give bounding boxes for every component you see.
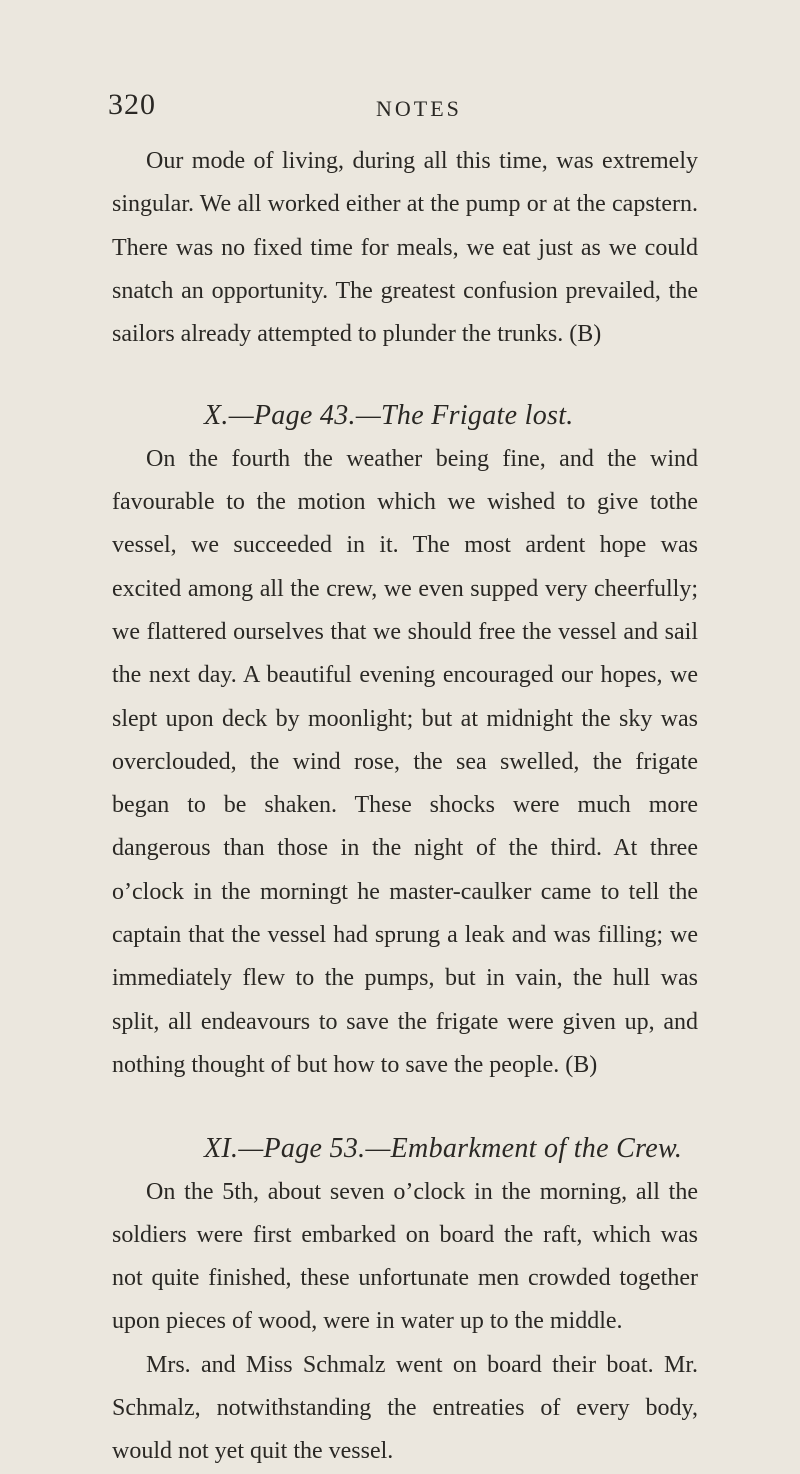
section-heading-x: X.—Page 43.—The Frigate lost. — [204, 400, 574, 432]
running-title: NOTES — [376, 96, 462, 121]
running-head — [108, 88, 668, 128]
body-text — [112, 140, 698, 1474]
paragraph-intro: Our mode of living, during all this time, was extremely singular. We all worked either at the pump or at the capstern. There was no fixed time for meals, we eat just as we could snatch an opportunity. The greatest confusion prevailed, the sailors already attempted to plunder the trunks. (B) — [112, 148, 698, 348]
paragraph-embarkment: On the 5th, about seven o’clock in the morning, all the soldiers were first embarked on board the raft, which was not quite finished, these unfortunate men crowded together upon pieces of wood, were in water up to the middle. — [112, 1178, 698, 1335]
page-number: 320 — [108, 88, 156, 121]
section-gap — [112, 1087, 698, 1127]
paragraph-schmalz: Mrs. and Miss Schmalz went on board their boat. Mr. Schmalz, notwithstanding the entreaties of every body, would not yet quit the vessel. — [112, 1351, 698, 1465]
section-heading-xi: XI.—Page 53.—Embarkment of the Crew. — [204, 1133, 683, 1165]
section-gap — [112, 356, 698, 394]
paragraph-frigate-lost: On the fourth the weather being fine, and the wind favourable to the motion which we wished to give tothe vessel, we succeeded in it. The most ardent hope was excited among all the crew, we even supped very cheerfully; we flattered ourselves that we should free the vessel and sail the next day. A beautiful evening encouraged our hopes, we slept upon deck by moonlight; but at midnight the sky was overclouded, the wind rose, the sea swelled, the frigate began to be shaken. These shocks were much more dangerous than those in the night of the third. At three o’clock in the morningt he master-caulker came to tell the captain that the vessel had sprung a leak and was filling; we immediately flew to the pumps, but in vain, the hull was split, all endeavours to save the frigate were given up, and nothing thought of but how to save the people. (B) — [112, 445, 698, 1078]
